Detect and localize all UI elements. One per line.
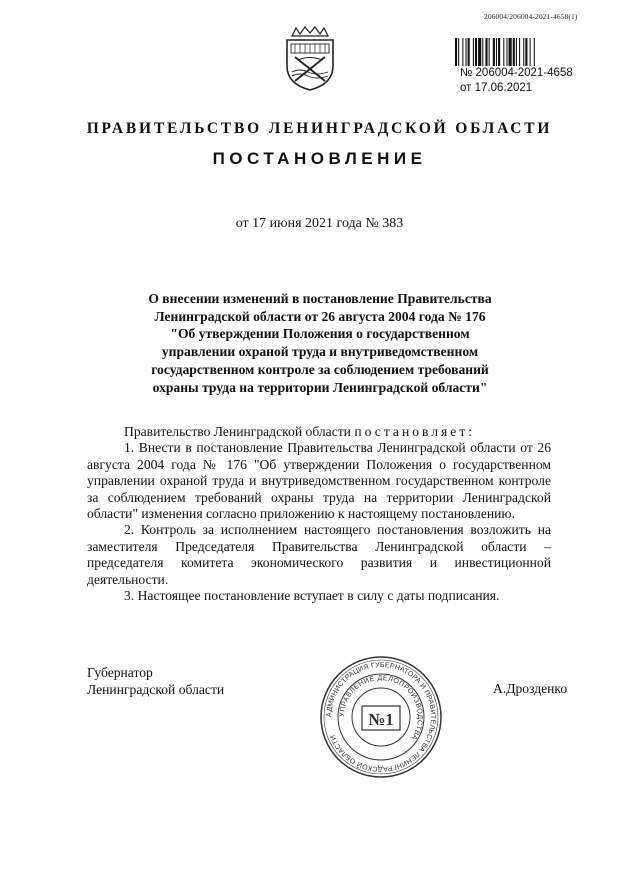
intro-subject: Правительство Ленинградской области [124, 424, 351, 439]
registration-number: № 206004-2021-4658 [460, 67, 573, 79]
signer-position-line: Губернатор [87, 665, 153, 680]
intro-paragraph [87, 424, 551, 440]
heading-line: государственном контроле за соблюдением требований [151, 361, 489, 377]
organization-title: ПРАВИТЕЛЬСТВО ЛЕНИНГРАДСКОЙ ОБЛАСТИ [86, 120, 553, 137]
seal-outer-text: АДМИНИСТРАЦИЯ ГУБЕРНАТОРА И ПРАВИТЕЛЬСТВА ЛЕНИНГРАДСКОЙ ОБЛАСТИ [325, 661, 437, 773]
document-body [87, 424, 551, 604]
document-kind: ПОСТАНОВЛЕНИЕ [212, 149, 427, 168]
signer-position [87, 664, 224, 698]
document-code: 206004/206004-2021-4658(1) [484, 12, 578, 21]
seal-center-text: №1 [368, 710, 394, 729]
svg-text:УПРАВЛЕНИЕ ДЕЛОПРОИЗВОДСТВА [339, 675, 423, 741]
document-date-number: от 17 июня 2021 года № 383 [235, 216, 404, 231]
body-item: 3. Настоящее постановление вступает в силу с даты подписания. [124, 588, 500, 604]
signer-name: А.Дрозденко [493, 681, 568, 696]
body-item: 2. Контроль за исполнением настоящего постановления возложить на заместителя Председателя Правительства Ленинградской области – председателя комитета экономического развития и инвестиционной деятельности. [87, 522, 551, 587]
heading-line: управлении охраной труда и внутриведомственном [161, 344, 479, 360]
signer-position-line: Ленинградской области [87, 682, 225, 697]
official-seal-icon [318, 654, 444, 780]
coat-of-arms-icon [284, 26, 336, 92]
registration-date: от 17.06.2021 [460, 82, 533, 94]
heading-line: О внесении изменений в постановление Правительства [148, 291, 492, 306]
heading-line: "Об утверждении Положения о государственном [170, 326, 470, 342]
barcode-icon [455, 38, 581, 66]
heading-line: охраны труда на территории Ленинградской области" [152, 379, 488, 395]
heading-line: Ленинградской области от 26 августа 2004 года № 176 [154, 308, 486, 324]
document-heading [120, 290, 520, 396]
intro-verb: постановляет: [354, 424, 476, 439]
body-item: 1. Внести в постановление Правительства Ленинградской области от 26 августа 2004 года № 176 "Об утверждении Положения о государственном управлении охраной труда и внутриведомственном государственном контроле за соблюдением требований охраны труда на территории Ленинградской области" изменения согласно приложению к настоящему постановлению. [87, 440, 551, 522]
seal-inner-text: УПРАВЛЕНИЕ ДЕЛОПРОИЗВОДСТВА [338, 674, 424, 742]
